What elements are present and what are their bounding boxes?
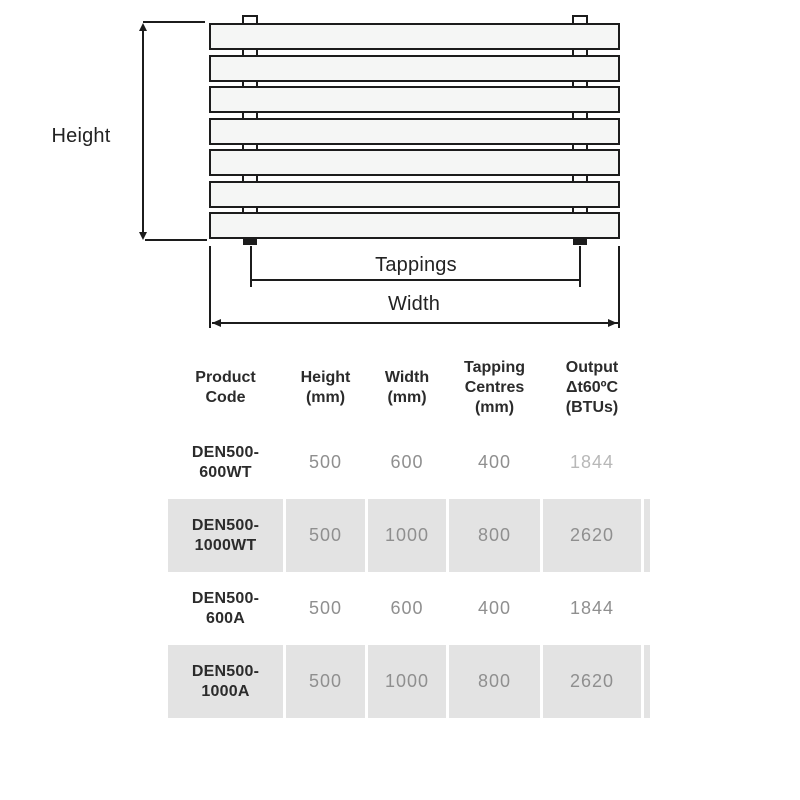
rad-slat [209,212,620,239]
product-code-cell [168,645,283,718]
rad-slat [209,118,620,145]
table-row [168,426,650,499]
tappings-label: Tappings [375,254,457,276]
header-line: (BTUs) [565,399,619,416]
height-cell [286,426,365,499]
height-arrow-down-icon [139,232,147,240]
output-cell [543,645,641,718]
rad-tab-bottom [573,239,587,245]
col-header-tapping-centres [449,350,540,426]
width-value: 600 [390,598,424,618]
width-dimension-line [212,322,618,324]
radiator-diagram [0,0,800,340]
height-arrow-up-icon [139,23,147,31]
col-header-height [286,350,365,426]
width-extension-right-line [618,246,620,328]
table-row [168,645,650,718]
tapping-centres-value: 400 [477,452,512,472]
col-header-width [368,350,446,426]
header-line: Width [384,369,430,386]
product-code: DEN500-600WT [191,443,260,481]
rad-tab-bottom [243,239,257,245]
row-end-spacer [644,426,650,499]
spec-table [168,350,650,718]
height-label: Height [51,125,111,147]
width-cell [368,572,446,645]
height-value: 500 [308,525,343,545]
header-line: Output [565,359,619,376]
width-label: Width [387,293,441,315]
width-value: 600 [390,452,424,472]
table-row [168,499,650,572]
tapping-centres-cell [449,499,540,572]
header-line: Code [205,389,246,406]
output-value: 2620 [569,671,615,691]
width-cell [368,645,446,718]
row-end-spacer [644,645,650,718]
tapping-centres-cell [449,426,540,499]
product-code-cell [168,426,283,499]
height-value: 500 [308,671,343,691]
header-line: (mm) [305,389,346,406]
tapping-centres-value: 800 [477,525,512,545]
width-value: 1000 [384,671,430,691]
tappings-dimension-line [250,279,581,281]
product-code: DEN500-1000A [191,662,260,700]
product-code-cell [168,572,283,645]
tapping-centres-cell [449,572,540,645]
col-header-output [543,350,641,426]
table-header-row [168,350,650,426]
width-value: 1000 [384,525,430,545]
height-cell [286,645,365,718]
header-line: Height [300,369,351,386]
tapping-centres-value: 800 [477,671,512,691]
rad-slat [209,55,620,82]
header-line: Δt60ºC [565,379,619,396]
width-arrow-right-icon [608,319,617,327]
header-line: Tapping [463,359,526,376]
row-end-spacer [644,572,650,645]
rad-slat [209,149,620,176]
header-line: Centres [464,379,525,396]
table-row [168,572,650,645]
rad-slat [209,86,620,113]
height-dimension-line [142,27,144,237]
output-value: 2620 [569,525,615,545]
width-cell [368,426,446,499]
height-extension-top-line [143,21,205,23]
width-arrow-left-icon [212,319,221,327]
rad-slat [209,23,620,50]
height-extension-bottom-line [145,239,207,241]
product-code: DEN500-1000WT [191,516,260,554]
output-cell [543,572,641,645]
width-extension-left-line [209,246,211,328]
tapping-centres-cell [449,645,540,718]
header-line: (mm) [387,389,427,406]
col-header-spacer [644,350,650,426]
output-value: 1844 [569,598,615,618]
height-value: 500 [308,598,343,618]
row-end-spacer [644,499,650,572]
height-cell [286,499,365,572]
tapping-centres-value: 400 [477,598,512,618]
output-cell [543,426,641,499]
col-header-product-code [168,350,283,426]
width-cell [368,499,446,572]
height-value: 500 [308,452,343,472]
output-value: 1844 [569,452,615,472]
output-cell [543,499,641,572]
header-line: Product [195,369,256,386]
rad-slat [209,181,620,208]
height-cell [286,572,365,645]
product-code: DEN500-600A [191,589,260,627]
header-line: (mm) [474,399,515,416]
product-code-cell [168,499,283,572]
